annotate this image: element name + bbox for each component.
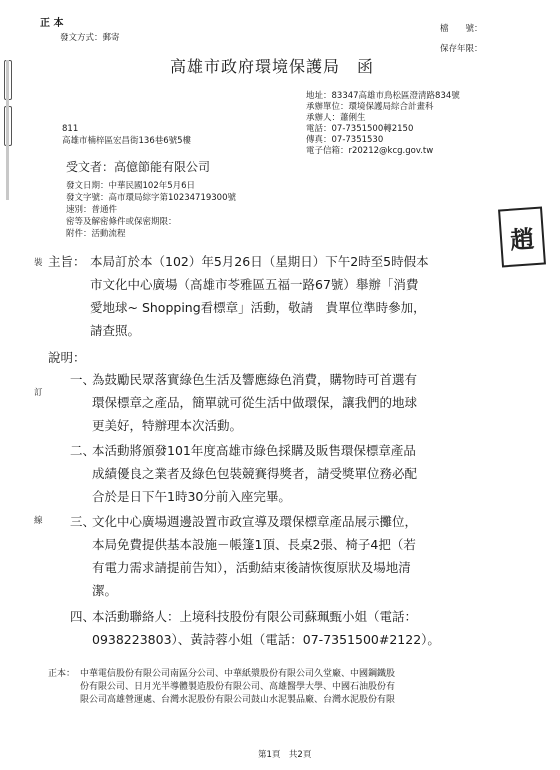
agency-phone: 電話：07-7351500轉2150: [306, 124, 414, 134]
item-line: 成績優良之業者及綠色包裝競賽得獎者，請受獎單位務必配: [92, 466, 418, 481]
document-title: 高雄市政府環境保護局 函: [170, 57, 375, 76]
subject-line: 請查照。: [90, 323, 141, 338]
urgency: 速別：普通件: [66, 205, 118, 215]
item-line: 文化中心廣場週邊設置市政宣導及環保標章產品展示攤位，: [92, 514, 418, 529]
item-line: 為鼓勵民眾落實綠色生活及響應綠色消費，購物時可首選有: [92, 372, 418, 387]
item-line: 本局免費提供基本設施－帳篷1頂、長桌2張、椅子4把（若: [92, 537, 416, 552]
cc-label: 正本：: [48, 669, 76, 679]
page-number: 第1頁 共2頁: [258, 750, 312, 760]
item-line: 本活動聯絡人：上境科技股份有限公司蘇珮甄小姐（電話：: [92, 609, 418, 624]
binding-mark: 裝: [34, 258, 43, 268]
recipient-address: 高雄市楠梓區宏昌街136巷6號5樓: [62, 136, 192, 146]
agency-unit: 承辦單位：環境保護局綜合計畫科: [306, 102, 434, 112]
agency-contact: 承辦人：蕭俐生: [306, 113, 366, 123]
item-number: 四、: [70, 609, 96, 624]
file-number-label: 檔 號：: [440, 24, 483, 34]
cut-mark: 訂: [34, 388, 43, 398]
recipient-zip: 811: [62, 124, 79, 134]
issue-number: 發文字號：高市環局綜字第10234719300號: [66, 193, 236, 203]
item-line: 合於是日下午1時30分前入座完畢。: [92, 489, 291, 504]
send-method: 發文方式：郵寄: [60, 33, 120, 43]
agency-address: 地址：83347高雄市鳥松區澄清路834號: [306, 91, 460, 101]
subject-line: 本局訂於本（102）年5月26日（星期日）下午2時至5時假本: [90, 254, 429, 269]
issue-date: 發文日期：中華民國102年5月6日: [66, 181, 196, 191]
subject-line: 愛地球~ Shopping看標章」活動，敬請 貴單位準時參加，: [90, 300, 426, 315]
subject-label: 主旨：: [48, 254, 86, 269]
item-line: 環保標章之產品，簡單就可從生活中做環保，讓我們的地球: [92, 395, 418, 410]
agency-fax: 傳真：07-7351530: [306, 135, 384, 145]
item-line: 0938223803）、黃詩蓉小姐（電話：07-7351500#2122）。: [92, 632, 440, 647]
item-line: 更美好，特辦理本次活動。: [92, 418, 243, 433]
cc-line: 份有限公司、日月光半導體製造股份有限公司、高雄醫學大學、中國石油股份有: [80, 682, 396, 692]
classification: 密等及解密條件或保密期限：: [66, 217, 177, 227]
copy-type: 正 本: [40, 18, 64, 29]
retention-label: 保存年限：: [440, 44, 483, 54]
recipient-name: 受文者：高億節能有限公司: [66, 160, 211, 174]
item-number: 一、: [70, 372, 96, 387]
line-mark: 線: [34, 516, 43, 526]
page-fold-shadow: [6, 60, 9, 200]
agency-email: 電子信箱：r20212@kcg.gov.tw: [306, 146, 434, 156]
signature-stamp: 趙: [498, 207, 546, 268]
item-line: 有電力需求請提前告知），活動結束後請恢復原狀及場地清: [92, 560, 411, 575]
subject-line: 市文化中心廣場（高雄市苓雅區五福一路67號）舉辦「消費: [90, 277, 419, 292]
item-number: 二、: [70, 443, 96, 458]
cc-line: 中華電信股份有限公司南區分公司、中華紙漿股份有限公司久堂廠、中國鋼鐵股: [80, 669, 396, 679]
attachment: 附件：活動流程: [66, 229, 126, 239]
item-number: 三、: [70, 514, 96, 529]
explanation-label: 說明：: [48, 350, 86, 365]
cc-line: 限公司高雄營運處、台灣水泥股份有限公司鼓山水泥製品廠、台灣水泥股份有限: [80, 695, 396, 705]
item-line: 潔。: [92, 583, 118, 598]
item-line: 本活動將頒發101年度高雄市綠色採購及販售環保標章產品: [92, 443, 416, 458]
